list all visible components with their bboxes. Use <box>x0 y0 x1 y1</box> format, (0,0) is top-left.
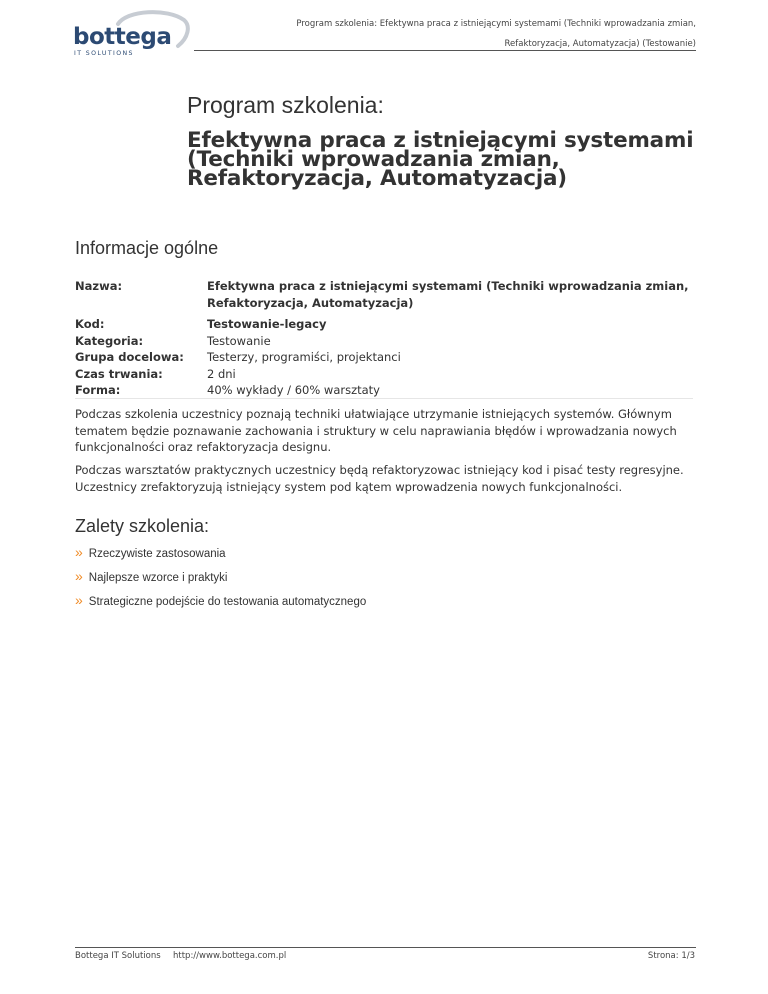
info-value-code: Testowanie-legacy <box>207 317 327 331</box>
info-key: Czas trwania: <box>75 366 163 381</box>
info-value-duration: 2 dni <box>207 366 236 381</box>
info-key: Kod: <box>75 317 105 331</box>
info-key: Kategoria: <box>75 333 144 348</box>
raquo-bullet-icon: » <box>75 568 83 584</box>
footer-company: Bottega IT Solutions <box>75 951 161 961</box>
benefit-item <box>75 592 366 608</box>
title-label: Program szkolenia: <box>187 92 384 118</box>
benefit-label: Rzeczywiste zastosowania <box>88 548 226 560</box>
running-header <box>226 14 696 54</box>
info-value-form: 40% wykłady / 60% warsztaty <box>207 383 380 397</box>
bottega-logo <box>72 10 192 58</box>
page-title: Efektywna praca z istniejącymi systemami (Techniki wprowadzania zmian, Refaktoryzacja, Automatyzacja) <box>187 128 694 191</box>
section-divider <box>75 398 693 399</box>
info-row-name <box>75 278 695 316</box>
header-line-1: Program szkolenia: Efektywna praca z istniejącymi systemami (Techniki wprowadzania zmian, <box>296 19 696 29</box>
info-key: Grupa docelowa: <box>75 350 184 364</box>
logo-wordmark: bottega <box>73 24 172 50</box>
header-line-2: Refaktoryzacja, Automatyzacja) (Testowanie) <box>504 39 696 49</box>
info-value-name: Efektywna praca z istniejącymi systemami (Techniki wprowadzania zmian, Refaktoryzacja, Automatyzacja) <box>207 279 689 310</box>
info-value-category: Testowanie <box>207 333 271 348</box>
info-value-audience: Testerzy, programiści, projektanci <box>207 350 401 364</box>
info-row-form <box>75 382 695 399</box>
description-paragraph-2: Podczas warsztatów praktycznych uczestnicy będą refaktoryzowac istniejący kod i pisać testy regresyjne. Uczestnicy zrefaktoryzują istniejący system pod kątem wprowadzenia nowych funkcjonalności. <box>75 463 684 494</box>
benefit-label: Najlepsze wzorce i praktyki <box>88 572 228 584</box>
general-info-table <box>75 278 695 399</box>
benefits-heading: Zalety szkolenia: <box>75 516 210 536</box>
benefit-item <box>75 568 227 584</box>
raquo-bullet-icon: » <box>75 592 83 608</box>
footer-url-link[interactable]: http://www.bottega.com.pl <box>173 951 287 961</box>
info-row-duration <box>75 366 695 383</box>
info-row-category <box>75 333 695 350</box>
benefit-label: Strategiczne podejście do testowania automatycznego <box>88 596 367 608</box>
info-key: Forma: <box>75 383 121 397</box>
info-row-code <box>75 316 695 333</box>
raquo-bullet-icon: » <box>75 544 83 560</box>
footer-divider <box>75 947 696 948</box>
general-info-heading: Informacje ogólne <box>75 238 219 258</box>
info-row-audience <box>75 349 695 366</box>
benefit-item <box>75 544 226 560</box>
description-paragraph-1: Podczas szkolenia uczestnicy poznają techniki ułatwiające utrzymanie istniejących systemów. Głównym tematem będzie poznawanie zachowania i struktury w celu naprawiania błędów i wprowadzania nowych funkcjonalności oraz refaktoryzacja designu. <box>75 407 677 454</box>
logo-tagline: IT SOLUTIONS <box>74 50 134 57</box>
info-key: Nazwa: <box>75 279 123 293</box>
footer-page-number: Strona: 1/3 <box>647 951 695 961</box>
